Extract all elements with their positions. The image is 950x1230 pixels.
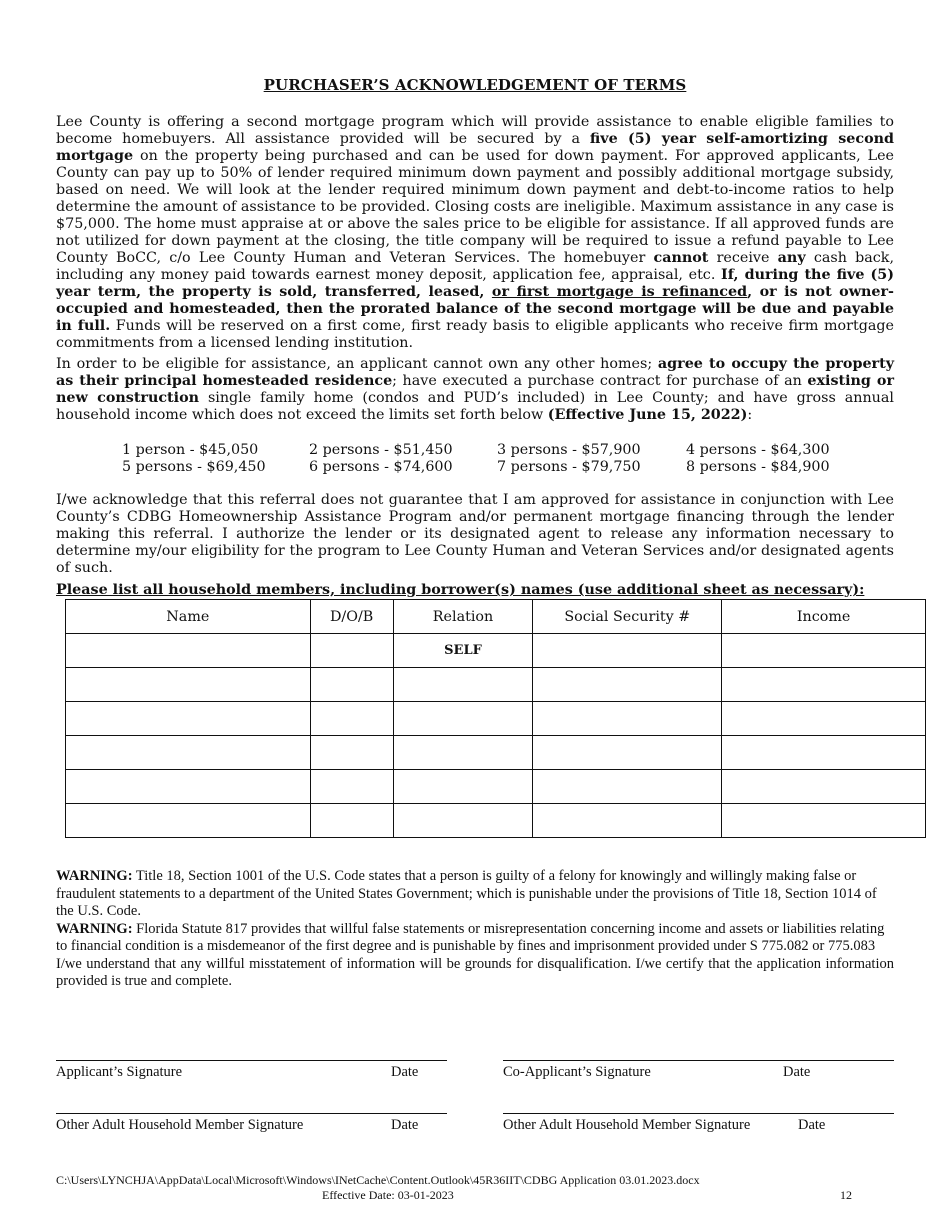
eligibility-paragraph: In order to be eligible for assistance, an applicant cannot own any other homes; agree to occupy the property as their principal homesteaded residence; have executed a purchase contract for purchase of an existing or new construction single family home (condos and PUD’s included) in Lee County; and have gross annual household income which does not exceed the limits set forth below (Effective June 15, 2022): (56, 356, 895, 423)
table-row (66, 702, 926, 736)
relation-cell[interactable] (393, 770, 533, 804)
page-title: PURCHASER’S ACKNOWLEDGEMENT OF TERMS (263, 76, 687, 94)
dob-cell[interactable] (310, 736, 393, 770)
dob-cell[interactable] (310, 770, 393, 804)
income-cell[interactable] (722, 668, 926, 702)
income-cell[interactable] (722, 702, 926, 736)
income-limit: 2 persons - $51,450 (309, 442, 453, 458)
column-header-ssn: Social Security # (533, 600, 722, 634)
name-cell[interactable] (66, 702, 311, 736)
warning-federal: WARNING: Title 18, Section 1001 of the U.S. Code states that a person is guilty of a felony for knowingly and willingly making false or fraudulent statements to a department of the United States Government; which is punishable under the provisions of Title 18, Section 1014 of the U.S. Code. (56, 868, 877, 919)
income-limit: 1 person - $45,050 (122, 442, 259, 458)
column-header-income: Income (722, 600, 926, 634)
dob-cell[interactable] (310, 804, 393, 838)
column-header-dob: D/O/B (310, 600, 393, 634)
income-limits-row (122, 459, 882, 476)
ssn-cell[interactable] (533, 702, 722, 736)
income-cell[interactable] (722, 770, 926, 804)
column-header-relation: Relation (393, 600, 533, 634)
applicant-signature-label: Applicant’s Signature (56, 1064, 183, 1080)
relation-cell[interactable] (393, 736, 533, 770)
income-cell[interactable] (722, 736, 926, 770)
ssn-cell[interactable] (533, 736, 722, 770)
other-adult-date-label-2: Date (798, 1117, 826, 1133)
household-members-table (65, 599, 926, 838)
ssn-cell[interactable] (533, 668, 722, 702)
other-adult-signature-label-1: Other Adult Household Member Signature (56, 1117, 304, 1133)
income-cell[interactable] (722, 634, 926, 668)
table-row (66, 634, 926, 668)
other-adult-signature-line-2[interactable] (503, 1113, 894, 1114)
page-number: 12 (840, 1188, 852, 1202)
income-limits (122, 442, 882, 476)
relation-cell[interactable] (393, 668, 533, 702)
ssn-cell[interactable] (533, 770, 722, 804)
certification-statement: I/we understand that any willful misstatement of information will be grounds for disqualification. I/we certify that the application information provided is true and complete. (56, 955, 894, 989)
relation-cell[interactable] (393, 702, 533, 736)
income-limit: 4 persons - $64,300 (686, 442, 830, 458)
dob-cell[interactable] (310, 702, 393, 736)
income-limit: 8 persons - $84,900 (686, 459, 830, 475)
table-row (66, 736, 926, 770)
column-header-name: Name (66, 600, 311, 634)
income-limit: 6 persons - $74,600 (309, 459, 453, 475)
effective-date-footer: Effective Date: 03-01-2023 (322, 1188, 454, 1202)
name-cell[interactable] (66, 770, 311, 804)
table-row (66, 804, 926, 838)
file-path-footer: C:\Users\LYNCHJA\AppData\Local\Microsoft\Windows\INetCache\Content.Outlook\45R36IIT\CDBG Application 03.01.2023.docx (56, 1173, 700, 1187)
other-adult-signature-label-2: Other Adult Household Member Signature (503, 1117, 751, 1133)
name-cell[interactable] (66, 804, 311, 838)
income-limit: 7 persons - $79,750 (497, 459, 641, 475)
table-row (66, 770, 926, 804)
warning-florida: WARNING: Florida Statute 817 provides that willful false statements or misrepresentation concerning income and assets or liabilities relating to financial condition is a misdemeanor of the first degree and is punishable by fines and imprisonment provided under S 775.082 or 775.083 (56, 920, 885, 954)
ssn-cell[interactable] (533, 634, 722, 668)
other-adult-signature-line-1[interactable] (56, 1113, 447, 1114)
warnings-section (56, 868, 894, 991)
co-applicant-date-label: Date (783, 1064, 811, 1080)
relation-cell[interactable] (393, 804, 533, 838)
dob-cell[interactable] (310, 634, 393, 668)
income-limits-row (122, 442, 882, 459)
ssn-cell[interactable] (533, 804, 722, 838)
income-limit: 3 persons - $57,900 (497, 442, 641, 458)
name-cell[interactable] (66, 668, 311, 702)
other-adult-date-label-1: Date (391, 1117, 419, 1133)
dob-cell[interactable] (310, 668, 393, 702)
relation-cell: SELF (393, 634, 533, 668)
table-header-row (66, 600, 926, 634)
applicant-date-label: Date (391, 1064, 419, 1080)
program-description-paragraph: Lee County is offering a second mortgage program which will provide assistance to enable eligible families to become homebuyers. All assistance provided will be secured by a five (5) year self-amortizing second mortgage on the property being purchased and can be used for down payment. For approved applicants, Lee County can pay up to 50% of lender required minimum down payment and possibly additional mortgage subsidy, based on need. We will look at the lender required minimum down payment and debt-to-income ratios to help determine the amount of assistance to be provided. Closing costs are ineligible. Maximum assistance in any case is $75,000. The home must appraise at or above the sales price to be eligible for assistance. If all approved funds are not utilized for down payment at the closing, the title company will be required to issue a refund payable to Lee County BoCC, c/o Lee County Human and Veteran Services. The homebuyer cannot receive any cash back, including any money paid towards earnest money deposit, application fee, appraisal, etc. If, during the five (5) year term, the property is sold, transferred, leased, or first mortgage is refinanced, or is not owner-occupied and homesteaded, then the prorated balance of the second mortgage will be due and payable in full. Funds will be reserved on a first come, first ready basis to eligible applicants who receive firm mortgage commitments from a licensed lending institution. (56, 114, 895, 351)
income-cell[interactable] (722, 804, 926, 838)
name-cell[interactable] (66, 736, 311, 770)
applicant-signature-line[interactable] (56, 1060, 447, 1061)
table-row (66, 668, 926, 702)
co-applicant-signature-label: Co-Applicant’s Signature (503, 1064, 651, 1080)
co-applicant-signature-line[interactable] (503, 1060, 894, 1061)
name-cell[interactable] (66, 634, 311, 668)
acknowledgement-paragraph: I/we acknowledge that this referral does not guarantee that I am approved for assistance in conjunction with Lee County’s CDBG Homeownership Assistance Program and/or permanent mortgage financing through the lender making this referral. I authorize the lender or its designated agent to release any information necessary to determine my/our eligibility for the program to Lee County Human and Veteran Services and/or designated agents of such. (56, 492, 894, 576)
income-limit: 5 persons - $69,450 (122, 459, 266, 475)
household-table-heading: Please list all household members, including borrower(s) names (use additional sheet as necessary): (56, 582, 865, 598)
